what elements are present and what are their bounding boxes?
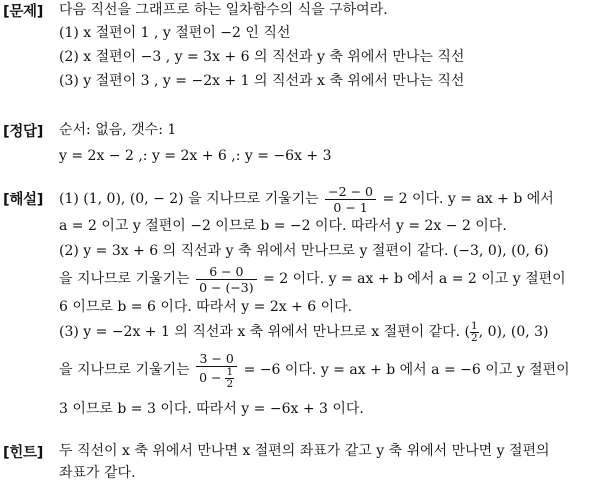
explanation-label: [해설]	[3, 192, 44, 208]
explanation-text: = 2 이다. y = ax + b 에서	[382, 191, 554, 207]
hint-label: [힌트]	[3, 445, 44, 461]
fraction-numerator: 1	[226, 365, 234, 378]
explanation-text: (1) (1, 0), (0, − 2) 을 지나므로 기울기는	[59, 191, 319, 207]
explanation-p3-line-2	[59, 345, 589, 395]
fraction-denominator: 0 − (−3)	[196, 279, 257, 295]
answer-label: [정답]	[3, 124, 44, 140]
slope-fraction-3	[196, 351, 237, 390]
fraction-denominator	[196, 366, 237, 390]
fraction-numerator: 6 − 0	[209, 263, 244, 279]
denominator-prefix: 0 −	[199, 369, 222, 385]
fraction-numerator: −2 − 0	[328, 183, 373, 199]
problem-intro: 다음 직선을 그래프로 하는 일차함수의 식을 구하여라.	[59, 2, 388, 18]
explanation-p1-line-2: a = 2 이고 y 절편이 −2 이므로 b = −2 이다. 따라서 y = 2x − 2 이다.	[59, 218, 507, 234]
explanation-text: , 0), (0, 3)	[478, 324, 549, 340]
explanation-p2-line-2	[59, 260, 589, 298]
explanation-p1-line-1	[59, 180, 589, 218]
explanation-p2-line-3: 6 이므로 b = 6 이다. 따라서 y = 2x + 6 이다.	[59, 299, 353, 315]
problem-label: [문제]	[3, 4, 44, 20]
explanation-text: 을 지나므로 기울기는	[59, 362, 190, 378]
fraction-numerator: 1	[471, 319, 478, 332]
x-intercept-fraction	[470, 321, 479, 344]
explanation-text: = −6 이다. y = ax + b 에서 a = −6 이고 y 절편이	[243, 362, 570, 378]
problem-item-3: (3) y 절편이 3 , y = −2x + 1 의 직선과 x 축 위에서 만나는 직선	[59, 73, 465, 89]
fraction-denominator: 2	[471, 331, 478, 344]
fraction-numerator: 3 − 0	[199, 350, 234, 366]
explanation-p3-line-1	[59, 317, 589, 347]
nested-fraction	[225, 367, 234, 390]
slope-fraction-1	[325, 184, 376, 215]
fraction-denominator: 0 − 1	[325, 199, 376, 215]
hint-line-1: 두 직선이 x 축 위에서 만나면 x 절편의 좌표가 같고 y 축 위에서 만나면 y 절편의	[59, 443, 550, 459]
explanation-text: (3) y = −2x + 1 의 직선과 x 축 위에서 만나므로 x 절편이 같다. (	[59, 324, 471, 340]
explanation-p3-line-3: 3 이므로 b = 3 이다. 따라서 y = −6x + 3 이다.	[59, 401, 364, 417]
answer-line-2: y = 2x − 2 ,: y = 2x + 6 ,: y = −6x + 3	[59, 148, 332, 164]
hint-line-2: 좌표가 같다.	[59, 465, 136, 481]
explanation-text: = 2 이다. y = ax + b 에서 a = 2 이고 y 절편이	[263, 271, 566, 287]
problem-item-2: (2) x 절편이 −3 , y = 3x + 6 의 직선과 y 축 위에서 만나는 직선	[59, 49, 465, 65]
explanation-p2-line-1: (2) y = 3x + 6 의 직선과 y 축 위에서 만나므로 y 절편이 같다. (−3, 0), (0, 6)	[59, 243, 549, 259]
slope-fraction-2	[196, 264, 257, 295]
fraction-denominator: 2	[226, 377, 234, 390]
problem-item-1: (1) x 절편이 1 , y 절편이 −2 인 직선	[59, 25, 291, 41]
explanation-text: 을 지나므로 기울기는	[59, 271, 190, 287]
answer-line-1: 순서: 없음, 갯수: 1	[59, 122, 177, 138]
